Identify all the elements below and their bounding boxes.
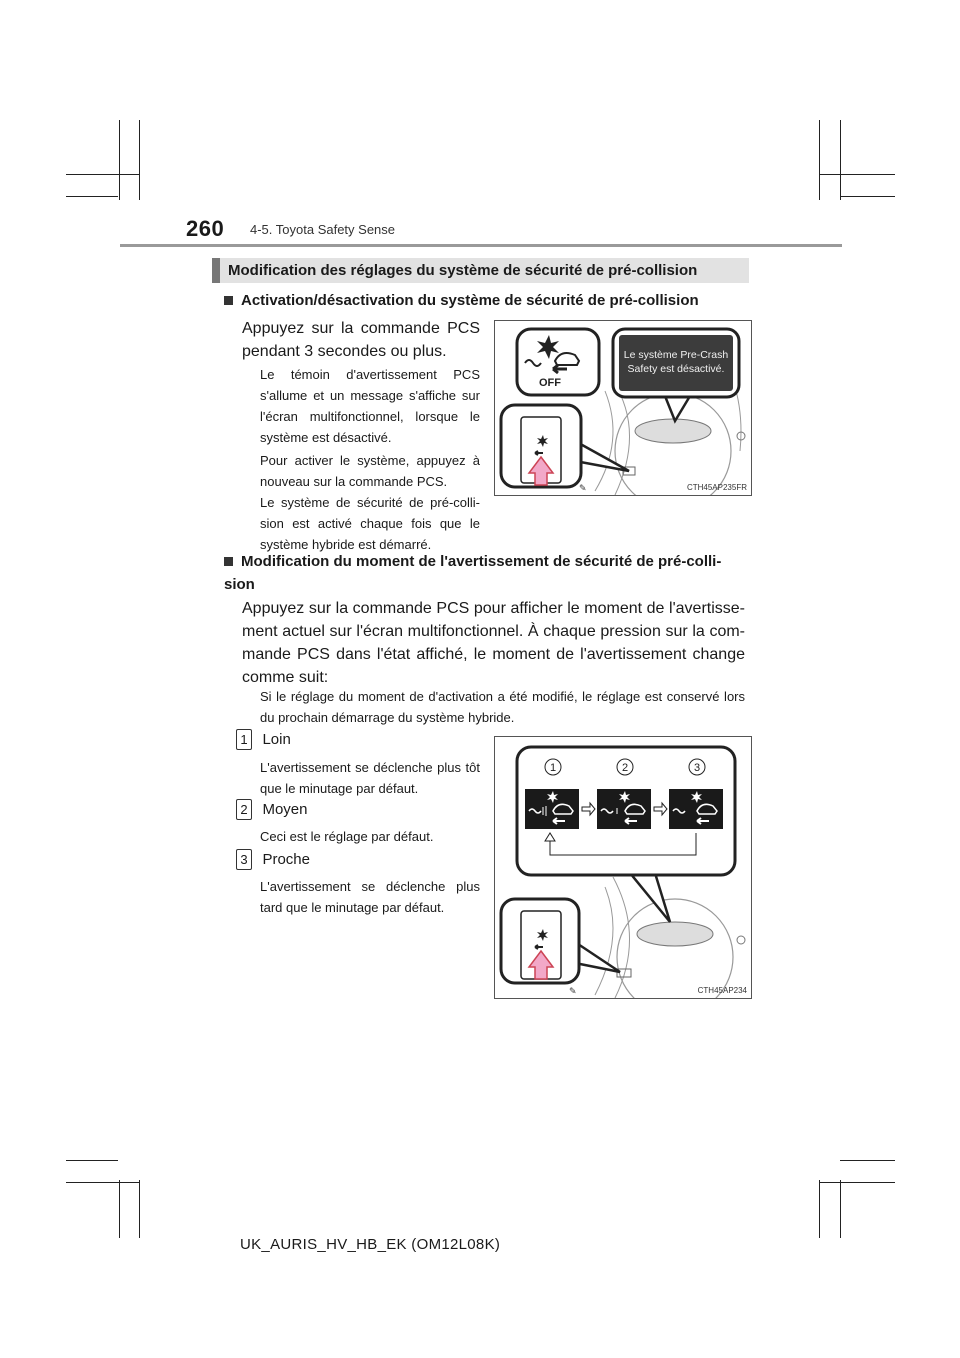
crop-mark (66, 196, 118, 197)
block2-heading-text: Modification du moment de l'avertissement de sécurité de pré-colli- sion (224, 553, 722, 593)
dashboard-line (595, 391, 613, 491)
screen-message-1: Le système Pre-Crash (623, 349, 729, 361)
timing-far-icon (525, 789, 579, 829)
crop-mark (819, 174, 895, 175)
document-code-footer: UK_AURIS_HV_HB_EK (OM12L08K) (240, 1236, 501, 1253)
item-description: Ceci est le réglage par défaut. (260, 829, 434, 844)
timing-medium-icon (597, 789, 651, 829)
crop-mark (119, 120, 120, 200)
crop-mark (840, 196, 895, 197)
switch-callout-pointer (575, 441, 629, 471)
figure-code: CTH45AP235FR (686, 483, 747, 492)
crop-mark (819, 1180, 820, 1238)
header-divider (120, 244, 842, 247)
pencil-icon: ✎ (579, 483, 587, 493)
item-number-badge: 3 (236, 849, 252, 870)
block1-note-1: Le témoin d'avertissement PCS s'allume et un message s'affiche sur l'écran multifonctionnel, lorsque le système est désactivé. (260, 367, 480, 445)
block2-instruction: Appuyez sur la commande PCS pour afficher le moment de l'avertisse- ment actuel sur l'écran multifonctionnel. À chaque pression sur la com- mande PCS dans l'état affiché, le moment de l'avertissement change comme suit: (242, 600, 745, 686)
timing-near-icon (669, 789, 723, 829)
item-description: L'avertissement se déclenche plus tôt que le minutage par défaut. (260, 760, 480, 796)
block1-heading-text: Activation/désactivation du système de sécurité de pré-collision (241, 292, 699, 309)
step-number: 1 (549, 762, 557, 774)
crop-mark (66, 1182, 140, 1183)
figure-pcs-off (494, 320, 752, 496)
item-label: Moyen (262, 801, 308, 818)
timing-item-far (236, 729, 486, 750)
figure-warning-timing (494, 736, 752, 999)
meter-display (637, 922, 713, 946)
block1-heading (224, 289, 749, 312)
dashboard-knob (737, 936, 745, 944)
switch-callout-pointer (575, 942, 620, 972)
figure-pcs-off-drawing (495, 321, 751, 495)
item-description: L'avertissement se déclenche plus tard que le minutage par défaut. (260, 879, 480, 915)
callout-pointer (665, 396, 690, 421)
crop-mark (840, 1160, 895, 1161)
steering-wheel (617, 899, 733, 998)
crop-mark (840, 120, 841, 200)
item-label: Loin (262, 731, 291, 748)
off-label: OFF (539, 377, 561, 389)
section-title: Modification des réglages du système de sécurité de pré-collision (212, 258, 749, 283)
crop-mark (119, 1180, 120, 1238)
page-number: 260 (186, 216, 225, 241)
crop-mark (139, 1180, 140, 1238)
block1-instruction: Appuyez sur la commande PCS pendant 3 secondes ou plus. (242, 320, 480, 360)
block2-note: Si le réglage du moment de d'activation a été modifié, le réglage est conservé lors du prochain démarrage du système hybride. (260, 689, 745, 725)
block1-note-2: Pour activer le système, appuyez à nouveau sur la commande PCS. (260, 453, 480, 489)
crop-mark (819, 120, 820, 200)
timing-item-medium (236, 799, 486, 820)
figure-warning-timing-drawing (495, 737, 751, 998)
crop-mark (840, 1180, 841, 1238)
timing-item-near (236, 849, 486, 870)
bullet-square-icon (224, 557, 233, 566)
figure-code: CTH45AP234 (697, 986, 747, 995)
item-label: Proche (262, 851, 310, 868)
meter-display (635, 419, 711, 443)
crop-mark (139, 120, 140, 200)
screen-message-2: Safety est désactivé. (627, 363, 725, 375)
step-number: 2 (621, 762, 629, 774)
item-number-badge: 1 (236, 729, 252, 750)
item-number-badge: 2 (236, 799, 252, 820)
crop-mark (66, 174, 140, 175)
pencil-icon: ✎ (569, 986, 577, 996)
crop-mark (66, 1160, 118, 1161)
crop-mark (819, 1182, 895, 1183)
block2-heading (224, 550, 749, 596)
bullet-square-icon (224, 296, 233, 305)
dashboard-line (595, 887, 613, 995)
block1-note-3: Le système de sécurité de pré-colli- sion est activé chaque fois que le système hybride est démarré. (260, 495, 480, 552)
step-number: 3 (693, 762, 701, 774)
section-breadcrumb: 4-5. Toyota Safety Sense (250, 222, 396, 237)
